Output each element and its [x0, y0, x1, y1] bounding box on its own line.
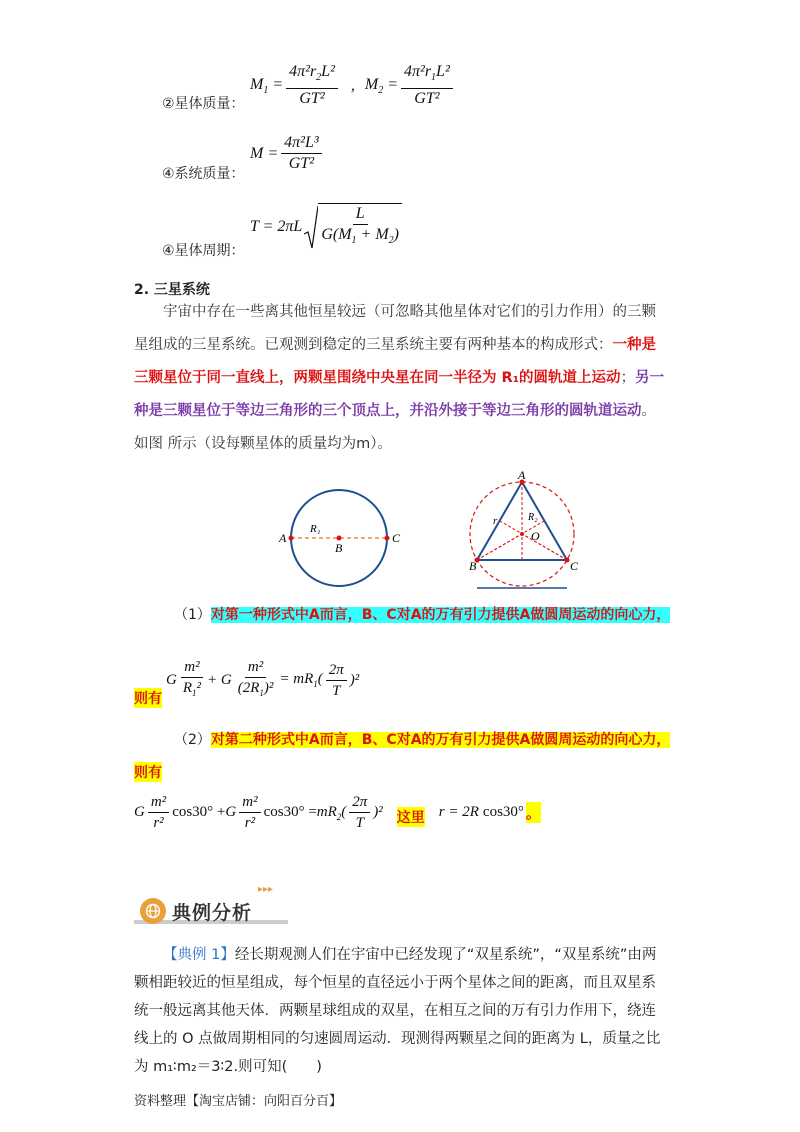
label-c-left: C [392, 531, 401, 545]
form1-text: 一种是三颗星位于同一直线上，两颗星围绕中央星在同一半径为 R₁的圆轨道上运动 [134, 337, 656, 386]
system-mass-label: ④系统质量： [162, 166, 245, 182]
three-star-diagram [276, 470, 596, 600]
period-formula: T = 2πL $\frac{L}{G(M_1 + M_2)}$ [250, 203, 405, 251]
then-1: 则有 [134, 688, 162, 708]
footer: 资料整理【淘宝店铺：向阳百分百】 [134, 1094, 343, 1109]
tail-text: 。如图 所示（设每颗星体的质量均为m）。 [134, 403, 656, 452]
example-label: 【典例 1】 [163, 947, 235, 963]
star-c-right [565, 558, 570, 563]
intro-text: 宇宙中存在一些离其他恒星较远（可忽略其他星体对它们的引力作用）的三颗星组成的三星系统。已观测到稳定的三星系统主要有两种基本的构成形式： [134, 304, 656, 353]
label-c-right: C [570, 559, 579, 573]
section-heading: 2. 三星系统 [134, 282, 210, 298]
label-r-right: r [493, 515, 498, 527]
system-mass-formula: M = $\frac{\text{4π²L³}}{\text{GT²}}$ [250, 133, 325, 174]
item2-text: 对第二种形式中A而言，B、C对A的万有引力提供A做圆周运动的向心力， [210, 732, 671, 748]
period-end: 。 [525, 804, 541, 822]
globe-icon [140, 898, 166, 924]
formula-1: G $\frac{\text{m²}}{R_1^2}$ + G $\frac{\text{m²}}{(2R_1)^2}$ = $mR_1$( $\frac{2\pi}{T}$ )² [166, 659, 360, 699]
label-b-right: B [469, 559, 477, 573]
star-b-left [337, 536, 342, 541]
formula-2: G $\frac{\text{m²}}{\text{r²}}$ cos30° + G $\frac{\text{m²}}{\text{r²}}$ cos30° = $mR_2$( $\frac{2\pi}{T}$ )² 这里 r = 2R cos30° 。 [134, 794, 541, 831]
here-label: 这里 [397, 807, 425, 827]
period-label: ④星体周期： [162, 243, 245, 259]
separator: ； [620, 370, 636, 386]
item2 [174, 729, 670, 749]
item2-num: （2） [174, 732, 211, 748]
label-r-left: R₁ [310, 523, 321, 535]
star-c-left [385, 536, 390, 541]
label-o-right: O [531, 529, 540, 543]
star-mass-label: ②星体质量： [162, 96, 245, 112]
star-mass-formula: $M_1$ = $\frac{4\pi^2r_2L^2}{\text{GT²}}$ , $M_2$ = $\frac{4\pi^2r_1L^2}{\text{GT²}}$ [250, 62, 456, 109]
intro-paragraph [134, 296, 666, 461]
item1-text: 对第一种形式中A而言，B、C对A的万有引力提供A做圆周运动的向心力， [210, 607, 671, 623]
then-2: 则有 [134, 762, 162, 782]
item1-num: （1） [174, 607, 211, 623]
label-r2-right: R₂ [528, 512, 538, 523]
example-paragraph [134, 941, 666, 1081]
banner-arrows: ▸▸▸ [258, 884, 274, 895]
banner-title: 典例分析 [172, 902, 253, 924]
star-a-left [289, 536, 294, 541]
example-text: 经长期观测人们在宇宙中已经发现了“双星系统”，“双星系统”由两颗相距较近的恒星组成，每个恒星的直径远小于两个星体之间的距离，而且双星系统一般远离其他天体．两颗星球组成的双星，在相互之间的万有引力作用下，绕连线上的 O 点做周期相同的匀速圆周运动．现测得两颗星之间的距离为 L，质量之比为 m₁∶m₂＝3∶2.则可知( ) [134, 947, 661, 1075]
example-banner [134, 884, 288, 926]
label-a-right: A [518, 470, 526, 482]
item1 [174, 604, 670, 624]
label-a-left: A [279, 531, 287, 545]
label-b-left: B [335, 541, 343, 555]
form2-text: 另一种是三颗星位于等边三角形的三个顶点上，并沿外接于等边三角形的圆轨道运动 [134, 370, 665, 419]
center-o [520, 532, 524, 536]
